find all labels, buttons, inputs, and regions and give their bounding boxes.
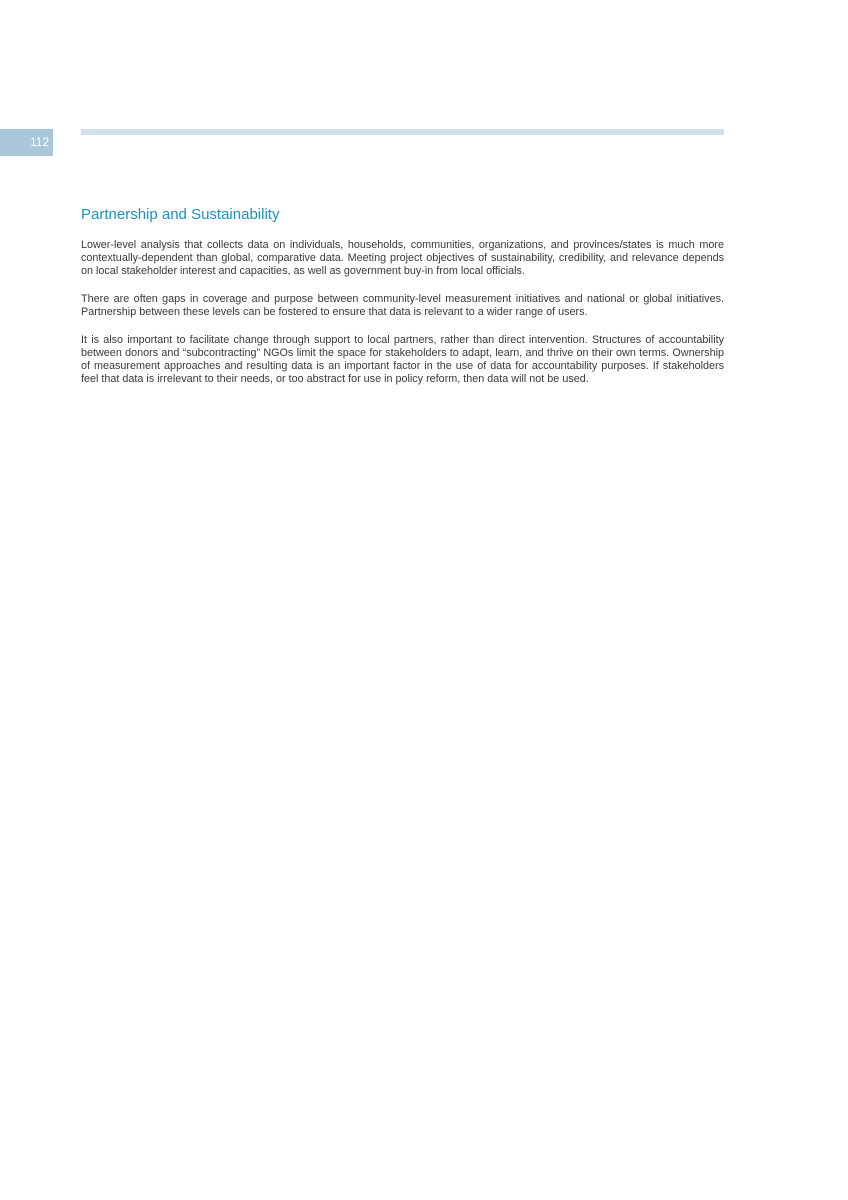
paragraph-3: It is also important to facilitate change through support to local partners, rather than direct intervention. Structures of accountability between donors and “subcontracting” NGOs limit the space for stakeholders to adapt, learn, and thrive on their own terms. Ownership of measurement approaches and resulting data is an important factor in the use of data for accountability purposes. If stakeholders feel that data is irrelevant to their needs, or too abstract for use in policy reform, then data will not be used. (81, 334, 724, 385)
paragraph-2: There are often gaps in coverage and purpose between community-level measurement initiatives and national or global initiatives. Partnership between these levels can be fostered to ensure that data is relevant to a wider range of users. (81, 293, 724, 318)
section-title: Partnership and Sustainability (81, 206, 280, 223)
paragraph-1: Lower-level analysis that collects data on individuals, households, communities, organizations, and provinces/states is much more contextually-dependent than global, comparative data. Meeting project objectives of sustainability, credibility, and relevance depends on local stakeholder interest and capacities, as well as government buy-in from local officials. (81, 239, 724, 277)
page-number: 112 (0, 129, 53, 156)
header-rule (81, 129, 724, 135)
main-content (81, 205, 724, 401)
